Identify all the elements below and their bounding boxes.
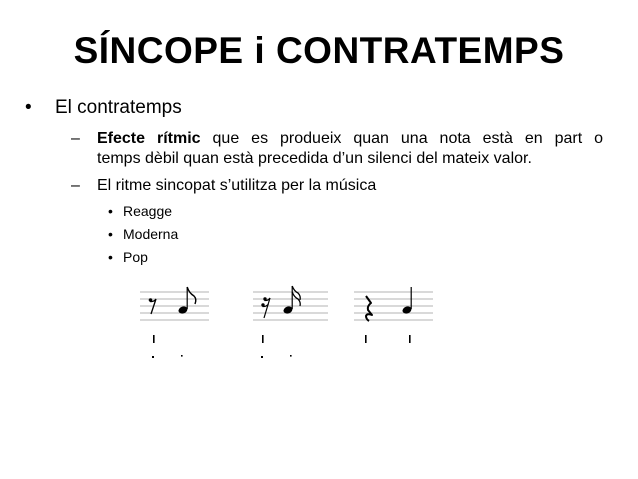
sub-bullet-reagge: Reagge (123, 203, 173, 219)
beat-marker (409, 335, 411, 343)
sixteenth-rest-icon (261, 297, 270, 318)
beat-marker (153, 335, 155, 343)
bullet-marker: • (25, 97, 32, 118)
bullet-text-contratemps: El contratemps (55, 97, 182, 118)
rhythm-example-2 (253, 286, 328, 358)
bullet-text-ritme-sincopat: El ritme sincopat s’utilitza per la música (97, 177, 377, 194)
dash-marker: – (71, 177, 80, 194)
sub-bullet-moderna: Moderna (123, 226, 179, 242)
eighth-note-icon (178, 287, 196, 315)
definition-term: Efecte rítmic (97, 130, 201, 147)
staff-lines (140, 292, 209, 320)
dot-marker (152, 356, 154, 358)
sub-bullet-pop: Pop (123, 249, 148, 265)
definition-text: que es produeix quan una nota està en part o (200, 130, 604, 147)
rhythm-example-3 (354, 287, 433, 343)
slide-title: SÍNCOPE i CONTRATEMPS (73, 30, 565, 71)
definition-line-2: temps dèbil quan està precedida d’un silenci del mateix valor. (97, 150, 532, 167)
sub-bullet-marker: • (108, 203, 113, 219)
beat-marker (365, 335, 367, 343)
rhythm-example-1 (140, 287, 209, 358)
dot-marker (261, 356, 263, 358)
beat-marker (262, 335, 264, 343)
dot-marker (290, 355, 292, 357)
sub-bullet-marker: • (108, 226, 113, 242)
quarter-rest-icon (366, 296, 372, 321)
dot-marker (181, 355, 183, 357)
quarter-note-icon (402, 287, 413, 315)
sixteenth-note-icon (283, 286, 301, 315)
sub-bullet-marker: • (108, 249, 113, 265)
dash-marker: – (71, 130, 80, 147)
